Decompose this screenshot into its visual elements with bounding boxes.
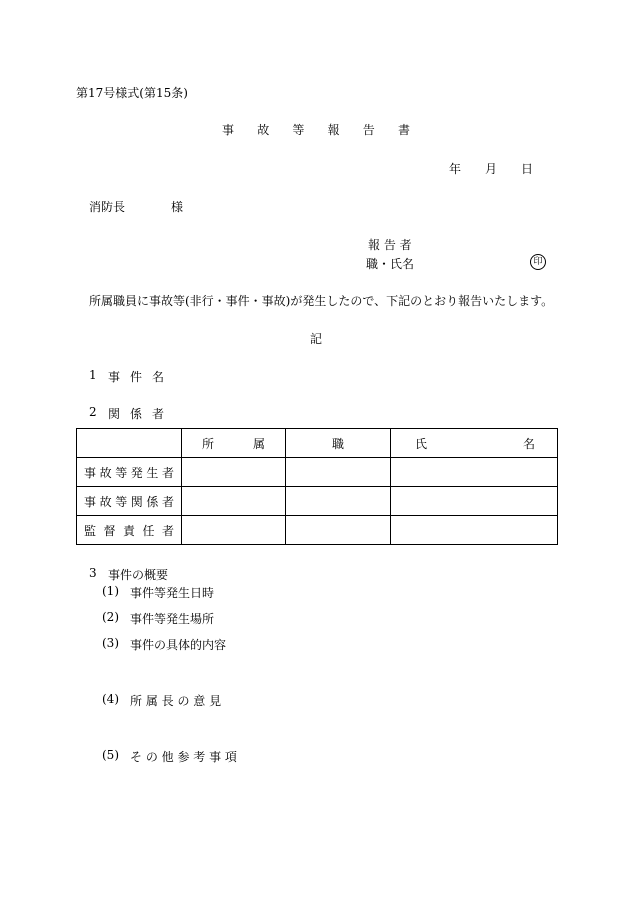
title-char: 故 <box>257 123 270 137</box>
row-label <box>77 458 182 487</box>
item-number: (5) <box>102 748 119 762</box>
item-label: 事件等発生場所 <box>130 612 215 626</box>
header-char: 属 <box>252 436 265 451</box>
date-day: 日 <box>521 162 534 176</box>
ki-heading: 記 <box>310 332 323 346</box>
header-cell-empty <box>77 429 182 458</box>
position-name-label: 職・氏名 <box>366 257 415 271</box>
row-char: 者 <box>161 465 174 480</box>
row-char: 者 <box>161 523 174 538</box>
header-char: 職 <box>331 436 344 451</box>
addressee: 消防長 <box>89 200 126 214</box>
label-char: 関 <box>108 407 121 421</box>
row-char: 責 <box>122 523 135 538</box>
item-number: (3) <box>102 636 119 650</box>
form-number: 第17号様式(第15条) <box>76 86 188 100</box>
row-char: 故 <box>99 465 112 480</box>
row-char: 督 <box>103 523 116 538</box>
header-char: 氏 <box>415 436 428 451</box>
row-char: 任 <box>142 523 155 538</box>
row-char: 発 <box>130 465 143 480</box>
item-number: (1) <box>102 584 119 598</box>
row-char: 等 <box>115 465 128 480</box>
section-number: 2 <box>89 405 97 419</box>
position-cell[interactable] <box>286 458 391 487</box>
section-number: 1 <box>89 368 97 382</box>
section-2-label <box>108 405 164 422</box>
header-cell-name <box>391 429 558 458</box>
item-label: 所 属 長 の 意 見 <box>130 694 222 708</box>
parties-table <box>76 428 558 545</box>
item-number: (2) <box>102 610 119 624</box>
addressee-honorific: 様 <box>171 200 184 214</box>
title-char: 報 <box>327 123 340 137</box>
section-3-label: 事件の概要 <box>108 568 169 582</box>
position-cell[interactable] <box>286 487 391 516</box>
header-char: 所 <box>202 436 215 451</box>
section-number: 3 <box>89 566 97 580</box>
section-1-label <box>108 368 164 385</box>
table-row <box>77 458 558 487</box>
item-label: 事件の具体的内容 <box>130 638 227 652</box>
row-label <box>77 487 182 516</box>
row-char: 者 <box>161 494 174 509</box>
name-cell[interactable] <box>391 487 558 516</box>
affiliation-cell[interactable] <box>182 487 286 516</box>
title-char: 告 <box>362 123 375 137</box>
header-cell-affiliation <box>182 429 286 458</box>
row-label <box>77 516 182 545</box>
item-label: 事件等発生日時 <box>130 586 215 600</box>
label-char: 名 <box>151 370 164 384</box>
label-char: 者 <box>151 407 164 421</box>
row-char: 事 <box>84 465 97 480</box>
row-char: 係 <box>146 494 159 509</box>
document-title <box>222 121 410 138</box>
header-cell-position <box>286 429 391 458</box>
affiliation-cell[interactable] <box>182 458 286 487</box>
item-label: そ の 他 参 考 事 項 <box>130 750 237 764</box>
row-char: 監 <box>84 523 97 538</box>
label-char: 係 <box>129 407 142 421</box>
reporter-label: 報 告 者 <box>368 238 412 252</box>
table-row <box>77 516 558 545</box>
seal-mark: 印 <box>530 254 546 270</box>
item-number: (4) <box>102 692 119 706</box>
date-year: 年 <box>449 162 462 176</box>
position-cell[interactable] <box>286 516 391 545</box>
affiliation-cell[interactable] <box>182 516 286 545</box>
name-cell[interactable] <box>391 516 558 545</box>
row-char: 関 <box>130 494 143 509</box>
row-char: 等 <box>115 494 128 509</box>
header-char: 名 <box>522 436 535 451</box>
title-char: 書 <box>397 123 410 137</box>
label-char: 件 <box>129 370 142 384</box>
title-char: 等 <box>292 123 305 137</box>
row-char: 生 <box>146 465 159 480</box>
label-char: 事 <box>108 370 121 384</box>
table-header-row <box>77 429 558 458</box>
name-cell[interactable] <box>391 458 558 487</box>
row-char: 故 <box>99 494 112 509</box>
table-row <box>77 487 558 516</box>
intro-text: 所属職員に事故等(非行・事件・事故)が発生したので、下記のとおり報告いたします。 <box>89 294 554 308</box>
row-char: 事 <box>84 494 97 509</box>
title-char: 事 <box>222 123 235 137</box>
date-month: 月 <box>485 162 498 176</box>
